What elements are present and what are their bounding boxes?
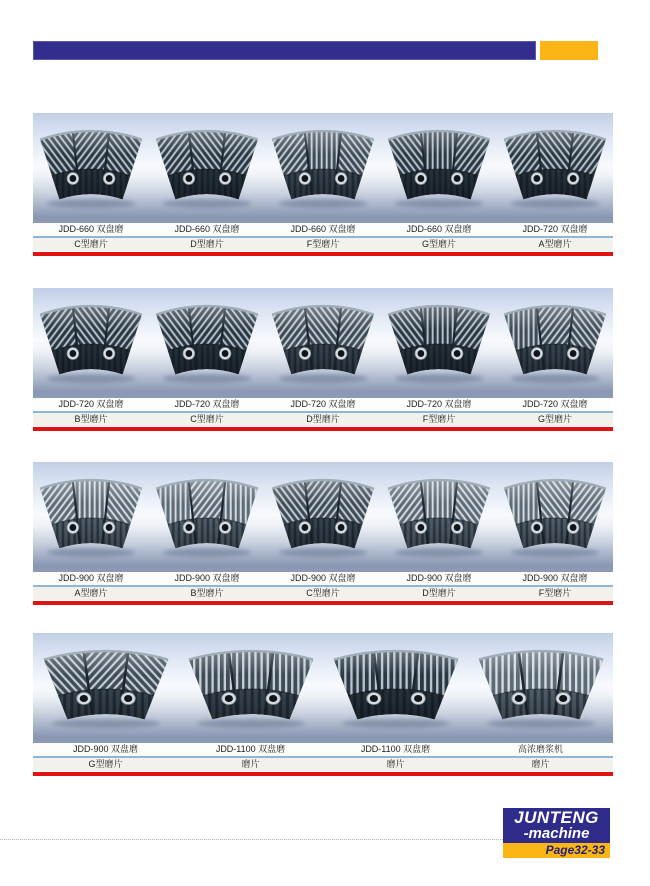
grinding-disc-segment-image — [37, 476, 145, 560]
brand-logo — [503, 808, 610, 858]
grinding-disc-segment-image — [330, 647, 462, 731]
product-model-label: JDD-900 双盘磨 — [72, 744, 138, 754]
model-label-row — [33, 223, 613, 236]
product-type-label: C型磨片 — [306, 588, 340, 598]
product-row-canvas — [33, 633, 613, 743]
product-image-cell — [497, 302, 613, 398]
product-image-cell — [33, 476, 149, 572]
model-label-row — [33, 572, 613, 585]
red-divider-line — [33, 772, 613, 776]
product-model-label: JDD-720 双盘磨 — [58, 399, 124, 409]
product-model-label: JDD-1100 双盘磨 — [215, 744, 286, 754]
product-image-cell — [381, 302, 497, 398]
product-type-label: C型磨片 — [190, 414, 224, 424]
product-model-label: JDD-900 双盘磨 — [290, 573, 356, 583]
type-label-row — [33, 238, 613, 251]
product-image-cell — [323, 647, 468, 743]
product-row — [33, 462, 613, 605]
product-model-label: JDD-660 双盘磨 — [58, 224, 124, 234]
product-image-cell — [149, 476, 265, 572]
product-type-label: D型磨片 — [422, 588, 456, 598]
product-type-label: G型磨片 — [537, 414, 572, 424]
product-image-cell — [381, 127, 497, 223]
product-image-cell — [33, 647, 178, 743]
grinding-disc-segment-image — [269, 476, 377, 560]
grinding-disc-segment-image — [185, 647, 317, 731]
grinding-disc-segment-image — [37, 302, 145, 386]
type-label-row — [33, 587, 613, 600]
product-row-canvas — [33, 288, 613, 398]
product-type-label: D型磨片 — [190, 239, 224, 249]
product-image-cell — [265, 127, 381, 223]
product-image-cell — [33, 127, 149, 223]
brand-logo-blue-box — [503, 808, 610, 843]
page-number: Page32-33 — [503, 843, 610, 858]
product-model-label: JDD-900 双盘磨 — [174, 573, 240, 583]
product-type-label: F型磨片 — [306, 239, 340, 249]
product-row — [33, 633, 613, 776]
product-model-label: JDD-660 双盘磨 — [406, 224, 472, 234]
product-image-cell — [149, 127, 265, 223]
footer-dotted-line — [0, 839, 503, 840]
product-type-label: B型磨片 — [190, 588, 224, 598]
brand-name: JUNTENG — [514, 808, 599, 827]
header-bar-blue — [33, 41, 536, 60]
product-type-label: 磨片 — [531, 759, 550, 769]
product-type-label: B型磨片 — [74, 414, 108, 424]
grinding-disc-segment-image — [501, 127, 609, 211]
product-type-label: F型磨片 — [538, 588, 572, 598]
model-label-row — [33, 743, 613, 756]
header-bar-accent — [540, 41, 598, 60]
product-model-label: JDD-720 双盘磨 — [290, 399, 356, 409]
header-bar — [33, 41, 613, 60]
brand-name-suffix: -machine — [523, 825, 590, 842]
product-image-cell — [265, 302, 381, 398]
product-model-label: JDD-720 双盘磨 — [174, 399, 240, 409]
product-type-label: C型磨片 — [74, 239, 108, 249]
type-label-row — [33, 413, 613, 426]
product-model-label: JDD-660 双盘磨 — [290, 224, 356, 234]
grinding-disc-segment-image — [153, 127, 261, 211]
product-image-cell — [468, 647, 613, 743]
type-label-row — [33, 758, 613, 771]
product-type-label: 磨片 — [241, 759, 260, 769]
red-divider-line — [33, 601, 613, 605]
product-image-cell — [497, 127, 613, 223]
product-type-label: F型磨片 — [422, 414, 456, 424]
grinding-disc-segment-image — [269, 127, 377, 211]
product-model-label: JDD-900 双盘磨 — [58, 573, 124, 583]
product-image-cell — [149, 302, 265, 398]
product-row — [33, 113, 613, 256]
grinding-disc-segment-image — [37, 127, 145, 211]
grinding-disc-segment-image — [153, 302, 261, 386]
product-image-cell — [178, 647, 323, 743]
product-row-canvas — [33, 113, 613, 223]
product-model-label: JDD-720 双盘磨 — [406, 399, 472, 409]
product-image-cell — [497, 476, 613, 572]
grinding-disc-segment-image — [475, 647, 607, 731]
grinding-disc-segment-image — [385, 127, 493, 211]
grinding-disc-segment-image — [385, 476, 493, 560]
product-type-label: A型磨片 — [74, 588, 108, 598]
product-model-label: JDD-720 双盘磨 — [522, 224, 588, 234]
product-row-canvas — [33, 462, 613, 572]
product-image-cell — [265, 476, 381, 572]
red-divider-line — [33, 252, 613, 256]
grinding-disc-segment-image — [501, 302, 609, 386]
product-type-label: G型磨片 — [88, 759, 123, 769]
red-divider-line — [33, 427, 613, 431]
grinding-disc-segment-image — [40, 647, 172, 731]
product-model-label: JDD-900 双盘磨 — [522, 573, 588, 583]
product-type-label: D型磨片 — [306, 414, 340, 424]
product-row — [33, 288, 613, 431]
product-model-label: JDD-900 双盘磨 — [406, 573, 472, 583]
product-model-label: 高浓磨浆机 — [517, 744, 563, 754]
product-type-label: 磨片 — [386, 759, 405, 769]
product-model-label: JDD-1100 双盘磨 — [360, 744, 431, 754]
grinding-disc-segment-image — [501, 476, 609, 560]
product-image-cell — [33, 302, 149, 398]
product-type-label: G型磨片 — [421, 239, 456, 249]
grinding-disc-segment-image — [385, 302, 493, 386]
model-label-row — [33, 398, 613, 411]
product-type-label: A型磨片 — [538, 239, 572, 249]
product-model-label: JDD-720 双盘磨 — [522, 399, 588, 409]
product-image-cell — [381, 476, 497, 572]
product-model-label: JDD-660 双盘磨 — [174, 224, 240, 234]
grinding-disc-segment-image — [153, 476, 261, 560]
grinding-disc-segment-image — [269, 302, 377, 386]
